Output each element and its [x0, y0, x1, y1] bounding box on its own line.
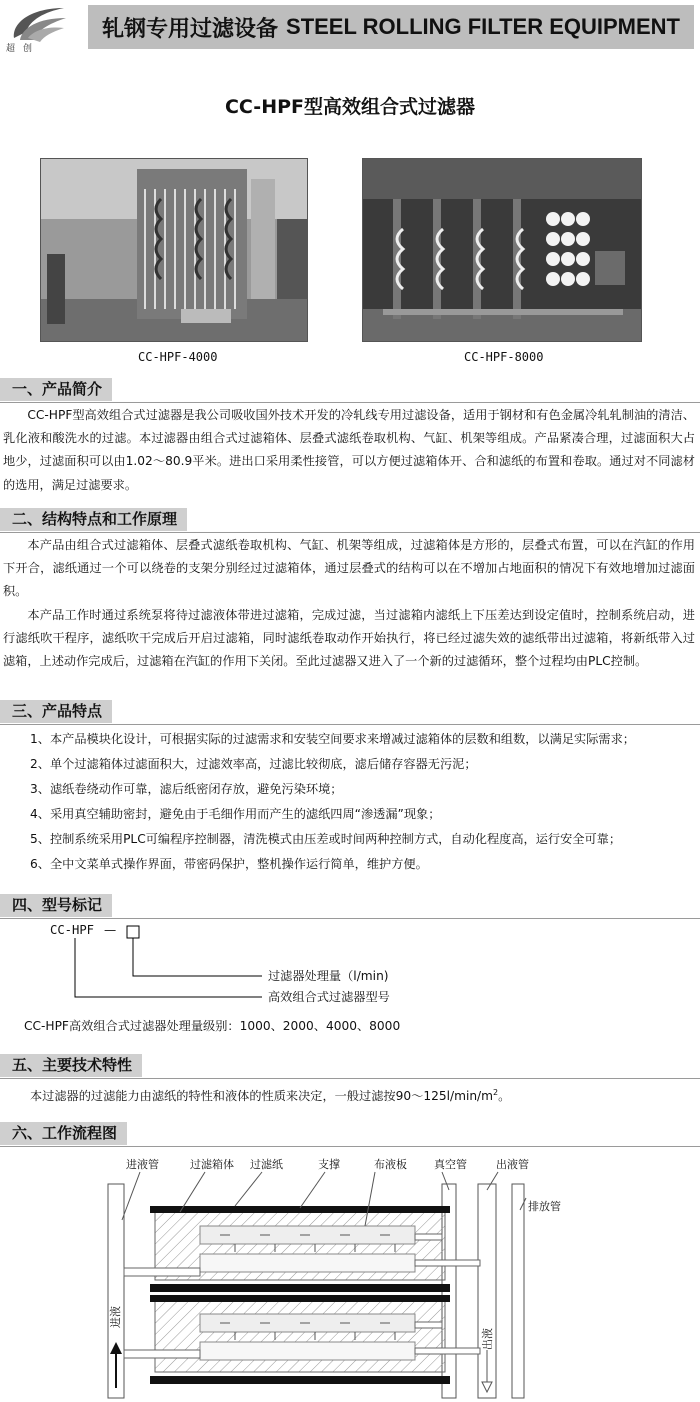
feature-item: 5、控制系统采用PLC可编程序控制器，清洗模式由压差或时间两种控制方式，自动化程度高，运行安全可靠； — [30, 832, 622, 846]
section-heading-intro: 一、产品简介 — [0, 378, 700, 402]
label-outflow: 出液 — [481, 1328, 494, 1350]
feature-item: 6、全中文菜单式操作界面，带密码保护，整机操作运行简单，维护方便。 — [30, 857, 428, 871]
model-prefix: CC-HPF — [50, 923, 95, 937]
filter-box-lower — [155, 1300, 445, 1372]
model-label-capacity: 过滤器处理量（l/min) — [268, 969, 389, 983]
page-header — [0, 0, 700, 56]
feature-item: 3、滤纸卷绕动作可靠，滤后纸密闭存放，避免污染环境； — [30, 782, 343, 796]
model-designation-diagram — [0, 920, 700, 1010]
feature-item: 2、单个过滤箱体过滤面积大，过滤效率高，过滤比较彻底，滤后储存容器无污泥； — [30, 757, 477, 771]
photo-cc-hpf-4000 — [40, 158, 308, 342]
label-filter-paper: 过滤纸 — [250, 1158, 283, 1171]
header-title-cn: 轧钢专用过滤设备 — [102, 16, 279, 42]
model-dash: — — [104, 923, 117, 937]
model-capacity-levels: CC-HPF高效组合式过滤器处理量级别：1000、2000、4000、8000 — [24, 1019, 401, 1033]
feature-item: 1、本产品模块化设计，可根据实际的过滤需求和安装空间要求来增减过滤箱体的层数和组数，以满足实际需求； — [30, 732, 635, 746]
specs-text: 本过滤器的过滤能力由滤纸的特性和液体的性质来决定，一般过滤按$90\sim 125l/\min/m^2$。 — [30, 1087, 511, 1103]
intro-text: CC-HPF型高效组合式过滤器是我公司吸收国外技术开发的冷轧线专用过滤设备，适用于钢材和有色金属冷轧轧制油的清洁、乳化液和酸洗水的过滤。本过滤器由组合式过滤箱体、层叠式滤纸卷取机构、气缸、机架等组成。产品紧凑合理，过滤面积大占地少，过滤面积可以由1.02～80.9平米。进出口采用柔性接管，可以方便过滤箱体开、合和滤纸的布置和卷取。通过对不同滤材的选用，满足过滤要求。 — [3, 408, 695, 492]
section-heading-structure: 二、结构特点和工作原理 — [0, 508, 700, 532]
model-label-type: 高效组合式过滤器型号 — [268, 990, 390, 1004]
label-filter-box: 过滤箱体 — [190, 1158, 234, 1171]
header-title-en: STEEL ROLLING FILTER EQUIPMENT — [286, 14, 680, 39]
feature-item: 4、采用真空辅助密封，避免由于毛细作用而产生的滤纸四周“渗透漏”现象； — [30, 807, 441, 821]
structure-text — [3, 534, 695, 673]
section-heading-flow: 六、工作流程图 — [0, 1122, 700, 1146]
photo-cc-hpf-8000 — [362, 158, 642, 342]
label-drain-pipe: 排放管 — [528, 1200, 561, 1213]
logo-text: 超创 — [6, 44, 41, 54]
section-heading-model: 四、型号标记 — [0, 894, 700, 918]
section-heading-specs: 五、主要技术特性 — [0, 1054, 700, 1078]
workflow-diagram — [0, 1150, 700, 1400]
label-vacuum-pipe: 真空管 — [434, 1158, 467, 1171]
label-inflow: 进液 — [109, 1306, 122, 1328]
label-outlet-pipe: 出液管 — [496, 1158, 529, 1171]
photo-caption-4000: CC-HPF-4000 — [138, 350, 218, 364]
label-support: 支撑 — [318, 1158, 340, 1171]
structure-para-2: 本产品工作时通过系统泵将待过滤液体带进过滤箱，完成过滤，当过滤箱内滤纸上下压差达到设定值时，控制系统启动，进行滤纸吹干程序，滤纸吹干完成后开启过滤箱，同时滤纸卷取动作开始执行，将已经过滤失效的滤纸带出过滤箱，将新纸带入过滤箱，上述动作完成后，过滤箱在汽缸的作用下关闭。至此过滤器又进入了一个新的过滤循环，整个过程均由PLC控制。 — [3, 607, 695, 669]
structure-para-1: 本产品由组合式过滤箱体、层叠式滤纸卷取机构、气缸、机架等组成，过滤箱体是方形的，层叠式布置，可以在汽缸的作用下开合，滤纸通过一个可以绕卷的支架分别经过过滤箱体，通过层叠式的结构可以在不增加占地面积的情况下有效地增加过滤面积。 — [3, 538, 695, 599]
features-list — [30, 727, 690, 877]
section-heading-features: 三、产品特点 — [0, 700, 700, 724]
photo-caption-8000: CC-HPF-8000 — [464, 350, 544, 364]
label-inlet-pipe: 进液管 — [126, 1158, 159, 1171]
product-title: CC-HPF型高效组合式过滤器 — [224, 96, 476, 118]
header-banner — [88, 5, 694, 49]
label-distributor: 布液板 — [374, 1158, 407, 1171]
